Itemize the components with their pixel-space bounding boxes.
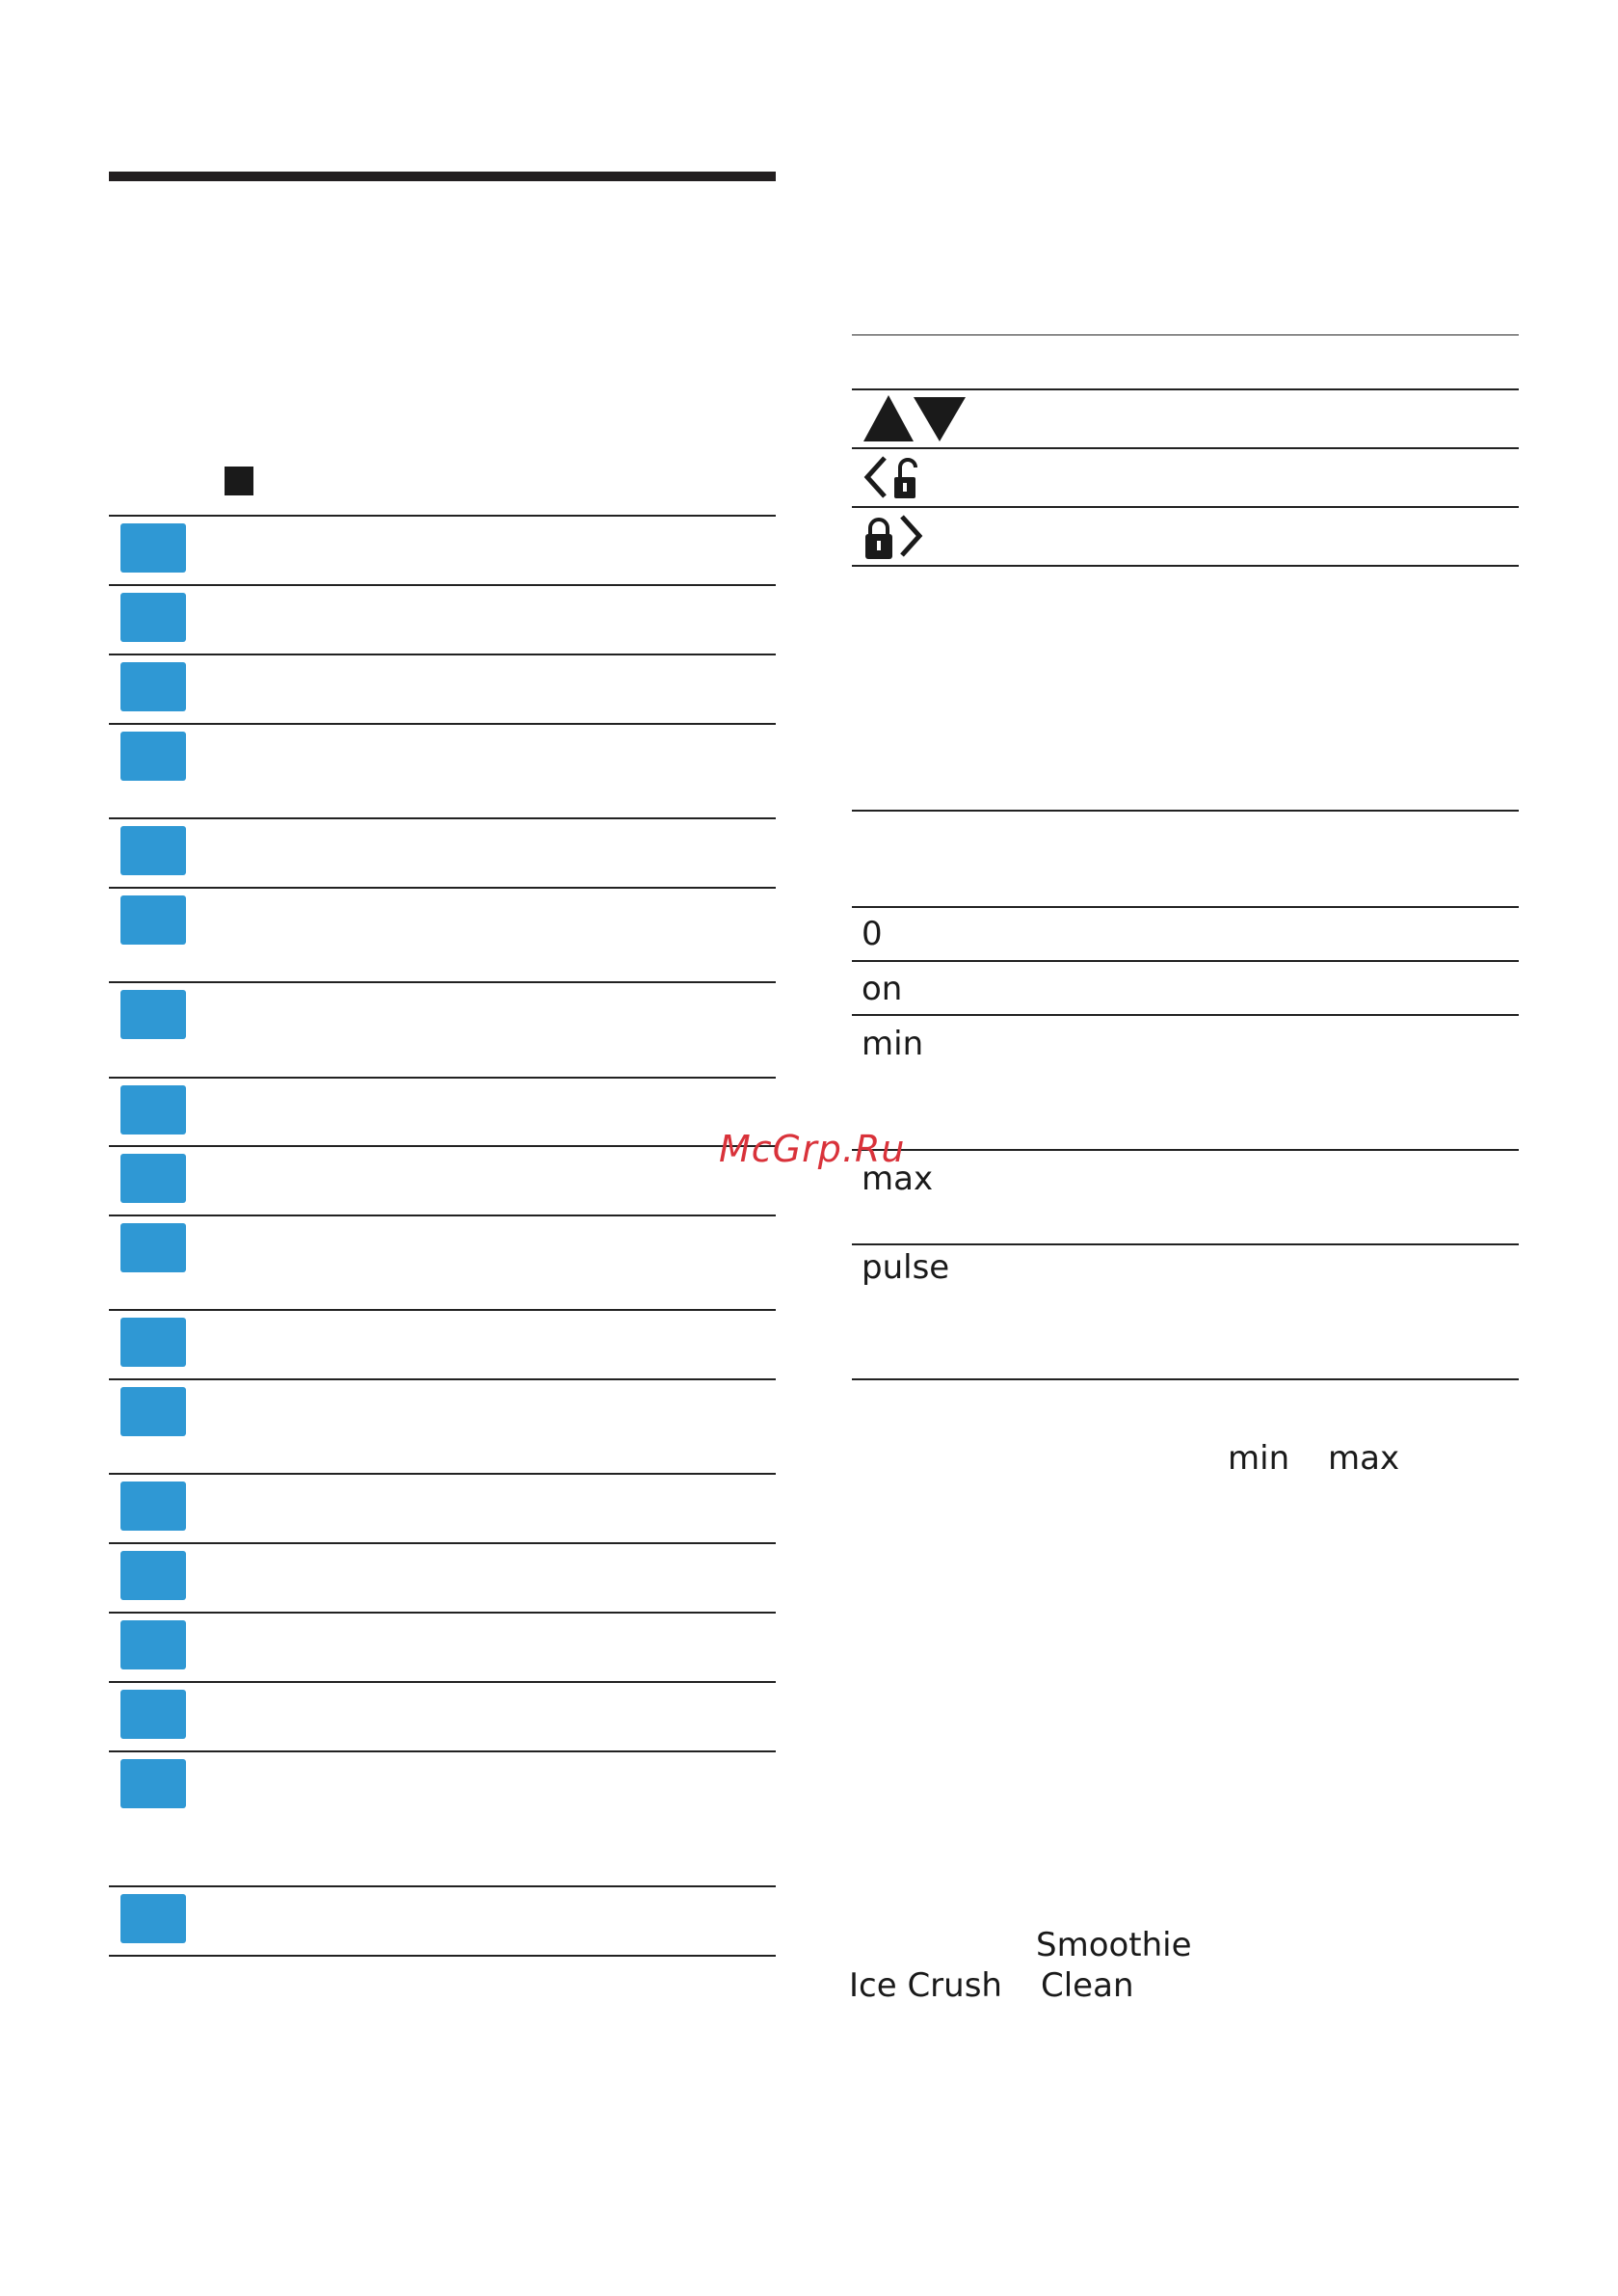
table-rule: [852, 960, 1519, 962]
component-number-box: [120, 732, 186, 781]
component-number-box: [120, 662, 186, 711]
setting-label-on: on: [862, 970, 903, 1008]
watermark: McGrp.Ru: [719, 1128, 906, 1170]
setting-label-min: min: [862, 1025, 924, 1063]
component-number-box: [120, 826, 186, 875]
table-rule: [109, 723, 776, 725]
program-clean: Clean: [1041, 1966, 1134, 2005]
setting-label-pulse: pulse: [862, 1248, 950, 1287]
table-rule: [109, 1542, 776, 1544]
table-rule: [109, 1750, 776, 1752]
table-rule: [109, 515, 776, 517]
table-rule: [109, 887, 776, 889]
table-rule: [852, 334, 1519, 335]
table-rule: [852, 388, 1519, 390]
setting-label-off: 0: [862, 915, 883, 953]
arrow-up-down-icon: [863, 395, 966, 443]
table-rule: [109, 817, 776, 819]
component-number-box: [120, 1690, 186, 1739]
table-rule: [109, 1077, 776, 1079]
table-rule: [109, 654, 776, 655]
component-number-box: [120, 1894, 186, 1943]
table-rule: [852, 1149, 1519, 1151]
black-square-icon: [225, 467, 253, 495]
table-rule: [852, 906, 1519, 908]
component-number-box: [120, 1085, 186, 1135]
component-number-box: [120, 895, 186, 945]
table-rule: [852, 810, 1519, 812]
table-rule: [109, 1473, 776, 1475]
speed-note-max: max: [1328, 1439, 1400, 1478]
table-rule: [109, 1885, 776, 1887]
table-rule: [109, 981, 776, 983]
table-rule: [109, 1955, 776, 1957]
table-rule: [852, 1014, 1519, 1016]
program-smoothie: Smoothie: [1036, 1926, 1192, 1964]
unlock-icon: [863, 454, 921, 502]
setting-label-max: max: [862, 1160, 934, 1198]
component-number-box: [120, 593, 186, 642]
table-rule: [852, 506, 1519, 508]
component-number-box: [120, 1759, 186, 1808]
table-rule: [109, 1612, 776, 1614]
table-rule: [852, 565, 1519, 567]
section-header-rule: [109, 172, 776, 181]
table-rule: [109, 1309, 776, 1311]
component-number-box: [120, 990, 186, 1039]
component-number-box: [120, 1223, 186, 1272]
program-ice-crush: Ice Crush: [849, 1966, 1002, 2005]
component-number-box: [120, 1154, 186, 1203]
table-rule: [109, 584, 776, 586]
component-number-box: [120, 1318, 186, 1367]
component-number-box: [120, 1551, 186, 1600]
component-number-box: [120, 1387, 186, 1436]
component-number-box: [120, 523, 186, 573]
table-rule: [852, 1243, 1519, 1245]
table-rule: [109, 1681, 776, 1683]
component-number-box: [120, 1620, 186, 1669]
table-rule: [109, 1215, 776, 1216]
component-number-box: [120, 1482, 186, 1531]
table-rule: [852, 447, 1519, 449]
lock-icon: [863, 513, 921, 561]
table-rule: [109, 1145, 776, 1147]
table-rule: [852, 1378, 1519, 1380]
table-rule: [109, 1378, 776, 1380]
speed-note-min: min: [1228, 1439, 1290, 1478]
